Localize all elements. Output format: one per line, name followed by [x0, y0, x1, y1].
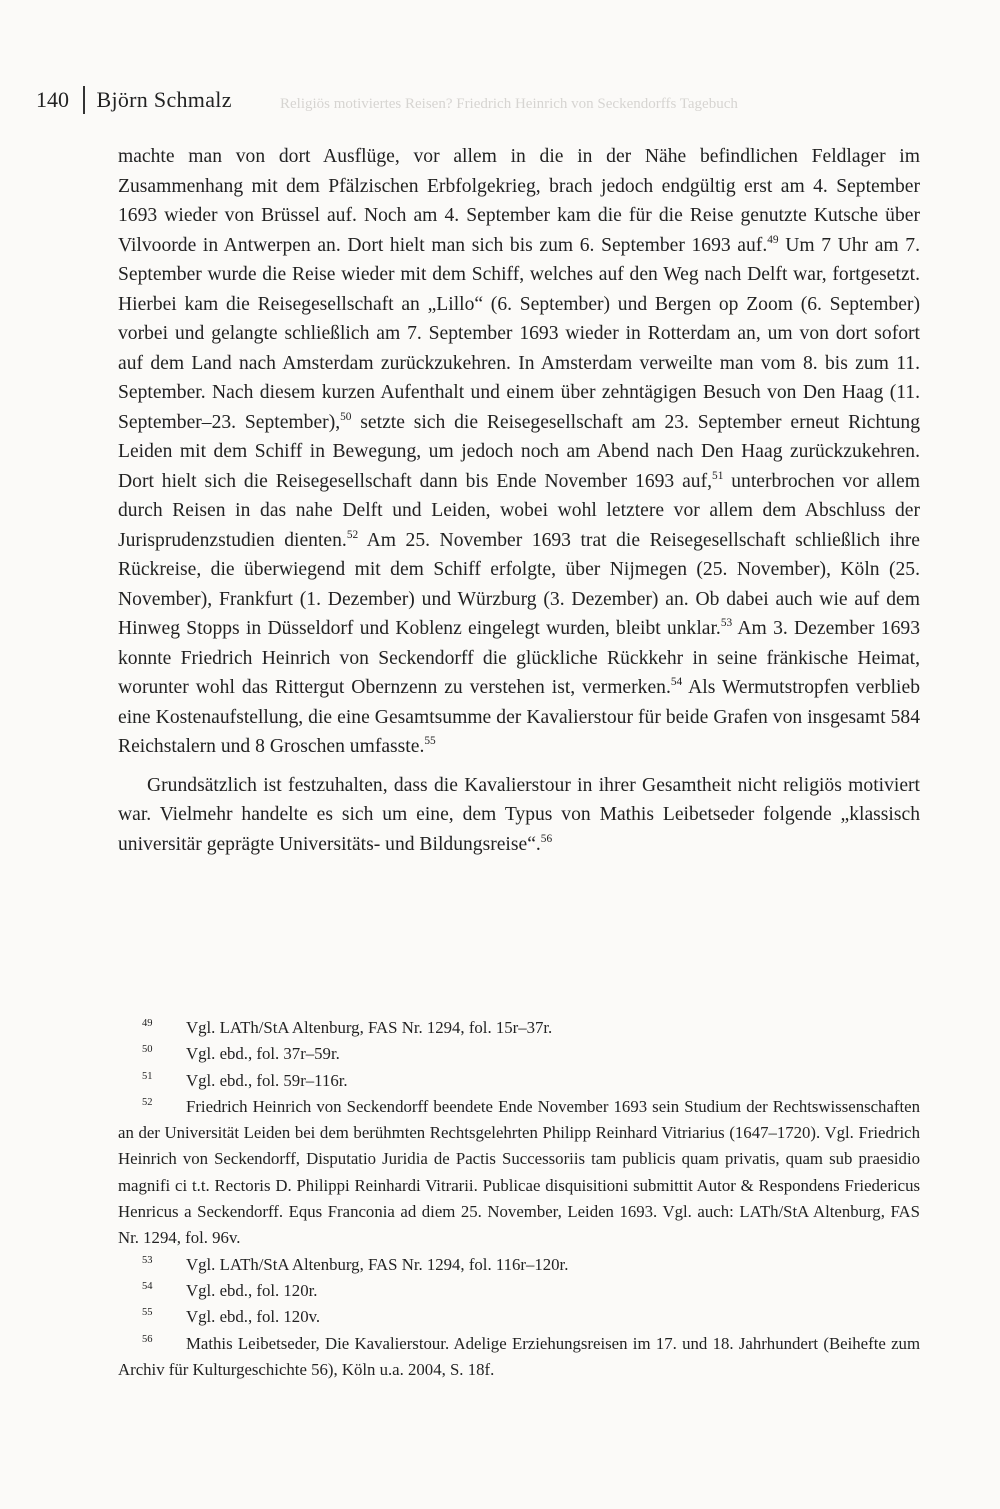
footnote-number: 50	[142, 1044, 153, 1056]
footnote	[118, 1094, 920, 1252]
footnote-text: Vgl. LATh/StA Altenburg, FAS Nr. 1294, fol. 116r–120r.	[186, 1254, 569, 1274]
footnote-text: Vgl. ebd., fol. 120r.	[186, 1280, 318, 1300]
paragraph-text: unterbrochen vor allem durch Reisen in das nahe Delft und Leiden, wobei wohl letztere vor allem dem Abschluss der Jurisprudenzstudien dienten.	[118, 470, 920, 551]
footnotes	[118, 1015, 920, 1383]
footnote-ref: 51	[712, 469, 724, 482]
footnote-number: 54	[142, 1280, 153, 1292]
footnote	[118, 1252, 920, 1278]
main-text	[118, 142, 920, 859]
footnote-ref: 49	[767, 233, 779, 246]
paragraph-text: Um 7 Uhr am 7. September wurde die Reise wieder mit dem Schiff, welches auf den Weg nach Delft war, fortgesetzt. Hierbei kam die Reisegesellschaft an „Lillo“ (6. September) und Bergen op Zoom (6. September) vorbei und gelangte schließlich am 7. September 1693 wieder in Rotterdam an, um von dort sofort auf dem Land nach Amsterdam zurückzukehren. In Amsterdam verweilte man vom 8. bis zum 11. September. Nach diesem kurzen Aufenthalt und einem über zehntägigen Besuch von Den Haag (11. September–23. September),	[118, 234, 920, 433]
footnote-text: Vgl. ebd., fol. 120v.	[186, 1307, 321, 1327]
footnote-ref: 50	[340, 410, 352, 423]
footnote-number: 53	[142, 1254, 153, 1266]
footnote-ref: 56	[540, 832, 553, 845]
paragraph-text: Als Wermutstropfen verblieb eine Kostenaufstellung, die eine Gesamtsumme der Kavalierstour für beide Grafen von insgesamt 584 Reichstalern und 8 Groschen umfasste.	[118, 677, 920, 757]
footnote-text: Friedrich Heinrich von Seckendorff beendete Ende November 1693 sein Studium der Rechtswissenschaften an der Universität Leiden bei dem berühmten Rechtsgelehrten Philipp Reinhard Vitriarius (1647–1720). Vgl. Friedrich Heinrich von Seckendorff, Disputatio Juridia de Pactis Successoriis tam publicis quam privatis, quam sub praesidio magnifi ci t.t. Rectoris D. Philippi Reinhardi Vitrarii. Publicae disquisitioni submittit Autor & Respondens Friedericus Henricus a Seckendorff. Equs Franconia ad diem 25. November, Leiden 1693. Vgl. auch: LATh/StA Altenburg, FAS Nr. 1294, fol. 96v.	[118, 1096, 920, 1248]
bleed-through-text: Religiös motiviertes Reisen? Friedrich Heinrich von Seckendorffs Tagebuch	[280, 96, 738, 112]
footnote-ref: 54	[670, 676, 683, 689]
footnote	[118, 1015, 920, 1041]
paragraph-text: Grundsätzlich ist festzuhalten, dass die Kavalierstour in ihrer Gesamtheit nicht religiös motiviert war. Vielmehr handelte es sich um eine, dem Typus von Mathis Leibetseder folgende „klassisch universitär geprägte Universitäts- und Bildungsreise“.	[118, 774, 920, 855]
header-divider	[83, 86, 85, 114]
footnote-text: Vgl. ebd., fol. 59r–116r.	[186, 1070, 348, 1090]
paragraph-text: setzte sich die Reisegesellschaft am 23. September erneut Richtung Leiden mit dem Schiff in Bewegung, um jedoch noch am Abend nach Den Haag zurückzukehren. Dort hielt sich die Reisegesellschaft dann bis Ende November 1693 auf,	[118, 411, 920, 492]
footnote-ref: 53	[720, 617, 733, 630]
footnote-text: Vgl. ebd., fol. 37r–59r.	[186, 1044, 340, 1064]
footnote-text: Vgl. LATh/StA Altenburg, FAS Nr. 1294, fol. 15r–37r.	[186, 1018, 553, 1037]
paragraph-1	[118, 142, 920, 762]
running-head-author: Björn Schmalz	[96, 87, 232, 112]
footnote	[118, 1331, 920, 1384]
footnote-ref: 55	[424, 735, 436, 748]
footnote-number: 55	[142, 1307, 153, 1319]
footnote	[118, 1041, 920, 1067]
footnote	[118, 1278, 920, 1304]
footnote	[118, 1304, 920, 1330]
footnote-number: 51	[142, 1070, 153, 1082]
running-head	[36, 86, 232, 114]
page-number: 140	[36, 87, 69, 112]
paragraph-text: machte man von dort Ausflüge, vor allem in die in der Nähe befindlichen Feldlager im Zusammenhang mit dem Pfälzischen Erbfolgekrieg, brach jedoch endgültig erst am 4. September 1693 wieder von Brüssel auf. Noch am 4. September kam die für die Reise genutzte Kutsche über Vilvoorde in Antwerpen an. Dort hielt man sich bis zum 6. September 1693 auf.	[118, 146, 920, 256]
footnote	[118, 1068, 920, 1094]
footnote-number: 49	[142, 1018, 153, 1029]
footnote-text: Mathis Leibetseder, Die Kavalierstour. Adelige Erziehungsreisen im 17. und 18. Jahrhundert (Beihefte zum Archiv für Kulturgeschichte 56), Köln u.a. 2004, S. 18f.	[118, 1333, 920, 1379]
paragraph-text: Am 25. November 1693 trat die Reisegesellschaft schließlich ihre Rückreise, die überwiegend mit dem Schiff erfolgte, über Nijmegen (25. November), Köln (25. November), Frankfurt (1. Dezember) und Würzburg (3. Dezember) an. Ob dabei auch wie auf dem Hinweg Stopps in Düsseldorf und Koblenz eingelegt wurden, bleibt unklar.	[118, 529, 920, 639]
paragraph-text: Am 3. Dezember 1693 konnte Friedrich Heinrich von Seckendorff die glückliche Rückkehr in seine fränkische Heimat, worunter wohl das Rittergut Obernzenn zu verstehen ist, vermerken.	[118, 618, 920, 698]
footnote-ref: 52	[346, 528, 359, 541]
paragraph-2	[118, 771, 920, 860]
footnote-number: 52	[142, 1096, 153, 1108]
footnote-number: 56	[142, 1333, 153, 1345]
